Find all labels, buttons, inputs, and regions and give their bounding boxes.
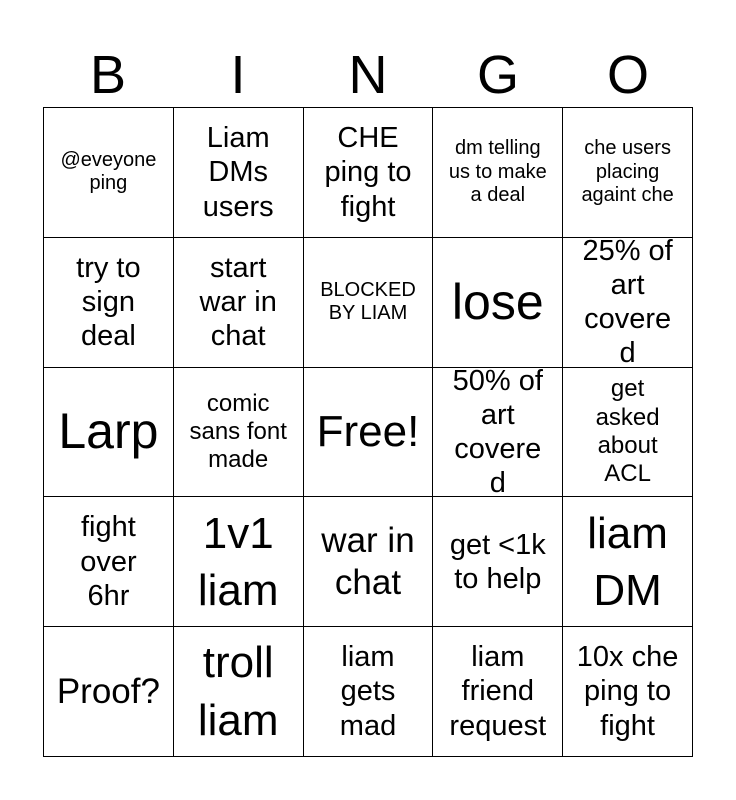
bingo-cell-r4c4[interactable]: get <1k to help xyxy=(433,497,563,627)
bingo-cell-r5c3[interactable]: liam gets mad xyxy=(304,627,434,757)
bingo-cell-r4c3[interactable]: war in chat xyxy=(304,497,434,627)
bingo-cell-r4c5[interactable]: liam DM xyxy=(563,497,693,627)
bingo-cell-r1c2[interactable]: Liam DMs users xyxy=(174,108,304,238)
bingo-cell-r2c2[interactable]: start war in chat xyxy=(174,238,304,368)
bingo-cell-r5c1[interactable]: Proof? xyxy=(44,627,174,757)
bingo-cell-r3c4[interactable]: 50% of art covered xyxy=(433,368,563,498)
bingo-cell-r5c4[interactable]: liam friend request xyxy=(433,627,563,757)
bingo-cell-r1c3[interactable]: CHE ping to fight xyxy=(304,108,434,238)
bingo-cell-r5c2[interactable]: troll liam xyxy=(174,627,304,757)
header-letter-g: G xyxy=(476,45,519,105)
bingo-cell-r5c5[interactable]: 10x che ping to fight xyxy=(563,627,693,757)
free-space-cell[interactable]: Free! xyxy=(304,368,434,498)
bingo-cell-r4c2[interactable]: 1v1 liam xyxy=(174,497,304,627)
bingo-cell-r2c1[interactable]: try to sign deal xyxy=(44,238,174,368)
bingo-cell-r3c1[interactable]: Larp xyxy=(44,368,174,498)
bingo-cell-r1c5[interactable]: che users placing againt che xyxy=(563,108,693,238)
bingo-cell-r4c1[interactable]: fight over 6hr xyxy=(44,497,174,627)
header-letter-b: B xyxy=(89,45,127,105)
bingo-cell-r3c5[interactable]: get asked about ACL xyxy=(563,368,693,498)
bingo-cell-r1c4[interactable]: dm telling us to make a deal xyxy=(433,108,563,238)
header-letter-n: N xyxy=(348,45,388,105)
bingo-cell-r2c4[interactable]: lose xyxy=(433,238,563,368)
header-letter-o: O xyxy=(606,45,649,105)
header-letter-i: I xyxy=(230,45,246,105)
bingo-cell-r2c3[interactable]: BLOCKED BY LIAM xyxy=(304,238,434,368)
bingo-cell-r3c2[interactable]: comic sans font made xyxy=(174,368,304,498)
bingo-header xyxy=(43,44,693,106)
bingo-cell-r1c1[interactable]: @eveyone ping xyxy=(44,108,174,238)
bingo-cell-r2c5[interactable]: 25% of art covered xyxy=(563,238,693,368)
bingo-board xyxy=(43,107,693,757)
